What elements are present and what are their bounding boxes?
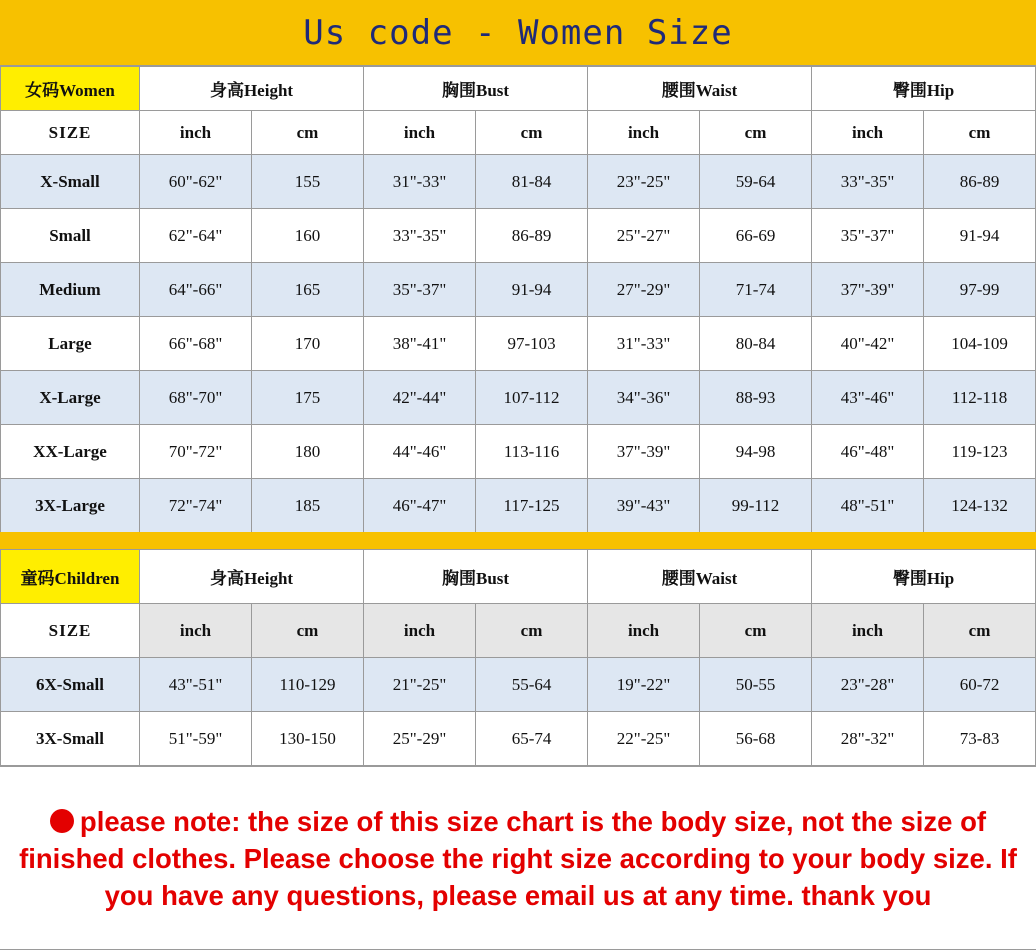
women-units-row <box>1 111 1036 155</box>
measurement-cell: 46"-47" <box>364 479 476 533</box>
unit-cm: cm <box>476 111 588 155</box>
measurement-cell: 27"-29" <box>588 263 700 317</box>
measurement-cell: 97-99 <box>924 263 1036 317</box>
measurement-cell: 35"-37" <box>812 209 924 263</box>
height-header: 身高Height <box>140 550 364 604</box>
measurement-cell: 160 <box>252 209 364 263</box>
measurement-cell: 21"-25" <box>364 658 476 712</box>
children-size-table <box>0 549 1036 766</box>
measurement-cell: 33"-35" <box>812 155 924 209</box>
measurement-cell: 185 <box>252 479 364 533</box>
women-size-table <box>0 66 1036 533</box>
measurement-cell: 59-64 <box>700 155 812 209</box>
section-separator <box>0 532 1036 549</box>
size-name: 3X-Small <box>1 712 140 766</box>
measurement-cell: 165 <box>252 263 364 317</box>
measurement-cell: 180 <box>252 425 364 479</box>
measurement-cell: 110-129 <box>252 658 364 712</box>
chart-title: Us code - Women Size <box>0 0 1036 66</box>
measurement-cell: 33"-35" <box>364 209 476 263</box>
table-row <box>1 712 1036 766</box>
table-row <box>1 155 1036 209</box>
measurement-cell: 62"-64" <box>140 209 252 263</box>
women-rows <box>1 155 1036 533</box>
measurement-cell: 25"-27" <box>588 209 700 263</box>
note-text: please note: the size of this size chart is the body size, not the size of finished clothes. Please choose the right size according to your body size. If you have any questions, please email us at any time. thank you <box>19 806 1017 911</box>
unit-inch: inch <box>140 111 252 155</box>
measurement-cell: 73-83 <box>924 712 1036 766</box>
measurement-cell: 39"-43" <box>588 479 700 533</box>
measurement-cell: 86-89 <box>924 155 1036 209</box>
unit-cm: cm <box>924 604 1036 658</box>
measurement-cell: 80-84 <box>700 317 812 371</box>
measurement-cell: 66-69 <box>700 209 812 263</box>
unit-cm: cm <box>252 604 364 658</box>
measurement-cell: 72"-74" <box>140 479 252 533</box>
measurement-cell: 35"-37" <box>364 263 476 317</box>
measurement-cell: 97-103 <box>476 317 588 371</box>
measurement-cell: 42"-44" <box>364 371 476 425</box>
table-row <box>1 658 1036 712</box>
unit-cm: cm <box>700 111 812 155</box>
unit-inch: inch <box>588 111 700 155</box>
measurement-cell: 19"-22" <box>588 658 700 712</box>
measurement-cell: 81-84 <box>476 155 588 209</box>
unit-cm: cm <box>700 604 812 658</box>
measurement-cell: 99-112 <box>700 479 812 533</box>
unit-cm: cm <box>252 111 364 155</box>
measurement-cell: 107-112 <box>476 371 588 425</box>
measurement-cell: 70"-72" <box>140 425 252 479</box>
measurement-cell: 55-64 <box>476 658 588 712</box>
hip-header: 臀围Hip <box>812 67 1036 111</box>
measurement-cell: 25"-29" <box>364 712 476 766</box>
size-name: Large <box>1 317 140 371</box>
measurement-cell: 104-109 <box>924 317 1036 371</box>
unit-inch: inch <box>812 111 924 155</box>
measurement-cell: 37"-39" <box>812 263 924 317</box>
body-size-note <box>0 766 1036 950</box>
hip-header: 臀围Hip <box>812 550 1036 604</box>
size-name: 3X-Large <box>1 479 140 533</box>
measurement-cell: 91-94 <box>476 263 588 317</box>
measurement-cell: 66"-68" <box>140 317 252 371</box>
measurement-cell: 86-89 <box>476 209 588 263</box>
measurement-cell: 113-116 <box>476 425 588 479</box>
children-corner-label: 童码Children <box>1 550 140 604</box>
measurement-cell: 43"-46" <box>812 371 924 425</box>
measurement-cell: 91-94 <box>924 209 1036 263</box>
measurement-cell: 175 <box>252 371 364 425</box>
measurement-cell: 119-123 <box>924 425 1036 479</box>
height-header: 身高Height <box>140 67 364 111</box>
measurement-cell: 43"-51" <box>140 658 252 712</box>
measurement-cell: 56-68 <box>700 712 812 766</box>
size-name: X-Small <box>1 155 140 209</box>
table-row <box>1 317 1036 371</box>
measurement-cell: 31"-33" <box>364 155 476 209</box>
unit-cm: cm <box>476 604 588 658</box>
measurement-cell: 170 <box>252 317 364 371</box>
measurement-cell: 64"-66" <box>140 263 252 317</box>
measurement-cell: 23"-25" <box>588 155 700 209</box>
bust-header: 胸围Bust <box>364 67 588 111</box>
measurement-cell: 51"-59" <box>140 712 252 766</box>
unit-cm: cm <box>924 111 1036 155</box>
size-name: X-Large <box>1 371 140 425</box>
measurement-cell: 130-150 <box>252 712 364 766</box>
measurement-cell: 44"-46" <box>364 425 476 479</box>
measurement-cell: 60-72 <box>924 658 1036 712</box>
measurement-cell: 155 <box>252 155 364 209</box>
measurement-cell: 22"-25" <box>588 712 700 766</box>
size-name: Medium <box>1 263 140 317</box>
measurement-cell: 94-98 <box>700 425 812 479</box>
measurement-cell: 68"-70" <box>140 371 252 425</box>
measurement-cell: 37"-39" <box>588 425 700 479</box>
measurement-cell: 40"-42" <box>812 317 924 371</box>
table-row <box>1 209 1036 263</box>
measurement-cell: 88-93 <box>700 371 812 425</box>
measurement-cell: 117-125 <box>476 479 588 533</box>
measurement-cell: 46"-48" <box>812 425 924 479</box>
bust-header: 胸围Bust <box>364 550 588 604</box>
measurement-cell: 38"-41" <box>364 317 476 371</box>
women-corner-label: 女码Women <box>1 67 140 111</box>
women-header-row <box>1 67 1036 111</box>
waist-header: 腰围Waist <box>588 550 812 604</box>
size-name: Small <box>1 209 140 263</box>
unit-inch: inch <box>588 604 700 658</box>
size-name: XX-Large <box>1 425 140 479</box>
measurement-cell: 60"-62" <box>140 155 252 209</box>
measurement-cell: 50-55 <box>700 658 812 712</box>
children-rows <box>1 658 1036 766</box>
size-column-header: SIZE <box>1 111 140 155</box>
measurement-cell: 112-118 <box>924 371 1036 425</box>
measurement-cell: 48"-51" <box>812 479 924 533</box>
red-dot-icon <box>50 809 74 833</box>
measurement-cell: 23"-28" <box>812 658 924 712</box>
table-row <box>1 425 1036 479</box>
unit-inch: inch <box>140 604 252 658</box>
children-header-row <box>1 550 1036 604</box>
children-units-row <box>1 604 1036 658</box>
measurement-cell: 71-74 <box>700 263 812 317</box>
table-row <box>1 371 1036 425</box>
table-row <box>1 479 1036 533</box>
table-row <box>1 263 1036 317</box>
size-column-header: SIZE <box>1 604 140 658</box>
measurement-cell: 65-74 <box>476 712 588 766</box>
unit-inch: inch <box>812 604 924 658</box>
measurement-cell: 124-132 <box>924 479 1036 533</box>
measurement-cell: 34"-36" <box>588 371 700 425</box>
unit-inch: inch <box>364 604 476 658</box>
waist-header: 腰围Waist <box>588 67 812 111</box>
measurement-cell: 28"-32" <box>812 712 924 766</box>
measurement-cell: 31"-33" <box>588 317 700 371</box>
unit-inch: inch <box>364 111 476 155</box>
size-name: 6X-Small <box>1 658 140 712</box>
